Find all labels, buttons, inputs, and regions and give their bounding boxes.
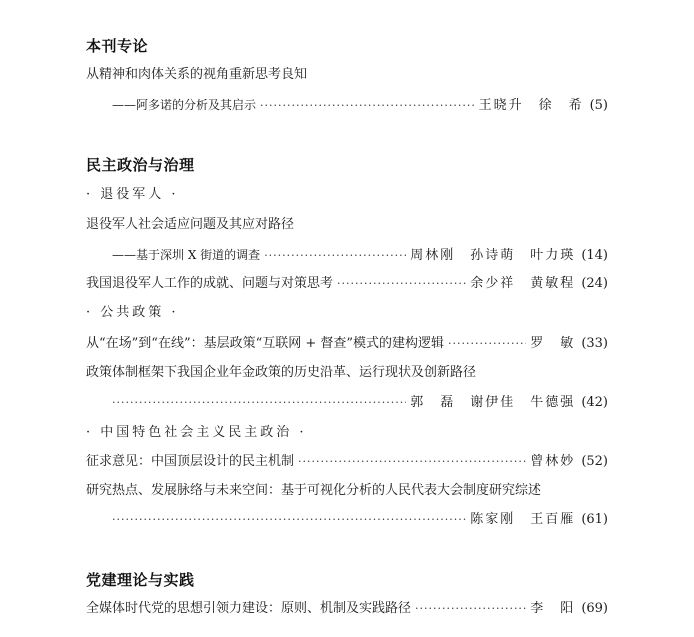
entry-subtitle: ——阿多诺的分析及其启示 xyxy=(112,98,257,112)
section-heading: 民主政治与治理 xyxy=(86,156,195,174)
section-heading: 党建理论与实践 xyxy=(86,571,195,589)
entry-subtitle: ——基于深圳 X 街道的调查 xyxy=(112,248,261,262)
entry-title: 全媒体时代党的思想引领力建设：原则、机制及实践路径 xyxy=(86,601,412,616)
entry-page: (33) xyxy=(581,336,608,351)
toc-entry[interactable] xyxy=(86,273,608,295)
dot-leader xyxy=(260,95,475,117)
toc-entry[interactable] xyxy=(86,333,608,355)
subsection-label: · 公共政策 · xyxy=(86,305,179,320)
entry-authors: 王晓升 徐 希 xyxy=(478,98,584,113)
entry-authors: 郭 磊 谢伊佳 牛德强 xyxy=(410,395,576,410)
dot-leader xyxy=(112,509,466,531)
entry-page: (14) xyxy=(581,248,608,263)
toc-entry[interactable] xyxy=(86,451,608,473)
entry-authors: 余少祥 黄敏程 xyxy=(470,276,576,291)
entry-title: 政策体制框架下我国企业年金政策的历史沿革、运行现状及创新路径 xyxy=(86,365,477,380)
entry-authors: 罗 敏 xyxy=(530,336,576,351)
section-heading: 本刊专论 xyxy=(86,37,149,55)
toc-entry[interactable] xyxy=(112,94,608,116)
subsection-label: · 中国特色社会主义民主政治 · xyxy=(86,425,307,440)
entry-authors: 陈家刚 王百雁 xyxy=(470,512,576,527)
dot-leader xyxy=(337,273,466,295)
dot-leader xyxy=(112,392,406,414)
toc-entry[interactable] xyxy=(112,392,608,414)
entry-page: (42) xyxy=(581,395,608,410)
toc-entry[interactable] xyxy=(112,244,608,266)
subsection-label: · 退役军人 · xyxy=(86,187,179,202)
entry-title: 我国退役军人工作的成就、问题与对策思考 xyxy=(86,276,334,291)
entry-title: 征求意见：中国顶层设计的民主机制 xyxy=(86,454,295,469)
entry-authors: 李 阳 xyxy=(530,601,576,616)
entry-authors: 周林刚 孙诗萌 叶力瑛 xyxy=(410,248,576,263)
toc-entry[interactable] xyxy=(86,598,608,620)
entry-page: (52) xyxy=(581,454,608,469)
entry-authors: 曾林妙 xyxy=(530,454,576,469)
entry-title: 研究热点、发展脉络与未来空间：基于可视化分析的人民代表大会制度研究综述 xyxy=(86,483,542,498)
entry-page: (5) xyxy=(589,98,608,113)
dot-leader xyxy=(415,598,526,620)
entry-title: 从精神和肉体关系的视角重新思考良知 xyxy=(86,67,308,82)
entry-title: 退役军人社会适应问题及其应对路径 xyxy=(86,217,295,232)
dot-leader xyxy=(298,451,526,473)
dot-leader xyxy=(448,333,526,355)
entry-title: 从“在场”到“在线”：基层政策“互联网 + 督查”模式的建构逻辑 xyxy=(86,336,445,351)
entry-page: (61) xyxy=(581,512,608,527)
entry-page: (24) xyxy=(581,276,608,291)
dot-leader xyxy=(264,245,406,267)
toc-entry[interactable] xyxy=(112,509,608,531)
entry-page: (69) xyxy=(581,601,608,616)
